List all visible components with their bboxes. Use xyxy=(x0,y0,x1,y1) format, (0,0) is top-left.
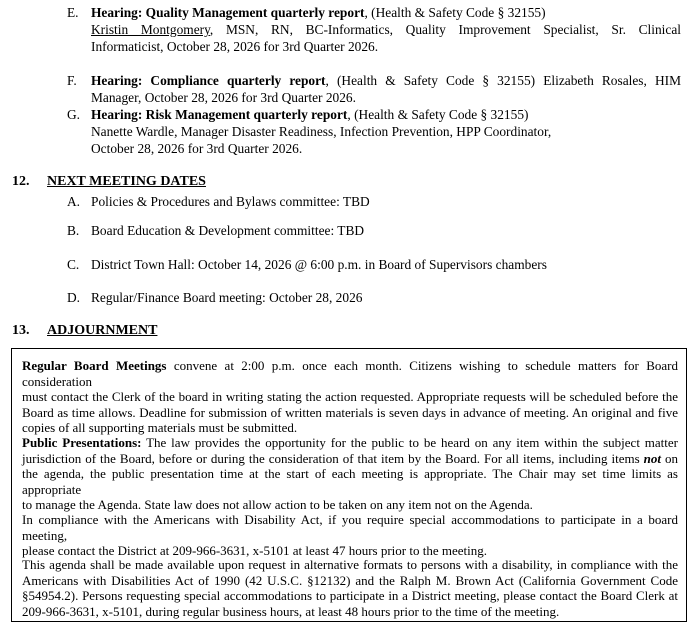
hearing-e-code: , (Health & Safety Code § 32155) xyxy=(364,5,546,20)
meeting-item-c: District Town Hall: October 14, 2026 @ 6:00 p.m. in Board of Supervisors chambers xyxy=(91,257,547,272)
ada-paragraph: In compliance with the Americans with Disability Act, if you require special accommodations to participate in a board meeting, please contact the District at 209-966-3631, x-5101 at least 47 hours prior to the meeting. xyxy=(22,512,678,559)
meeting-item-c-letter: C. xyxy=(67,257,80,272)
meeting-item-a: Policies & Procedures and Bylaws committee: TBD xyxy=(91,194,370,209)
regular-meetings-paragraph: Regular Board Meetings convene at 2:00 p.m. once each month. Citizens wishing to schedule matters for Board consideration must contact the Clerk of the board in writing stating the action requested. Appropriate requests will be scheduled before the Board as time allows. Deadline for submission of written materials is seven days in advance of meeting. An original and five copies of all supporting materials must be submitted. xyxy=(22,358,678,436)
hearing-e-line2 xyxy=(91,22,681,38)
section-13-title: ADJOURNMENT xyxy=(47,323,158,338)
meeting-notice-box xyxy=(11,348,687,622)
hearing-f-title: Hearing: Compliance quarterly report xyxy=(91,73,326,88)
section-13-number: 13. xyxy=(12,323,30,338)
regular-meetings-label: Regular Board Meetings xyxy=(22,358,167,373)
hearing-f-letter: F. xyxy=(67,73,77,88)
hearing-g-title: Hearing: Risk Management quarterly report xyxy=(91,107,348,122)
meeting-item-b: Board Education & Development committee: TBD xyxy=(91,223,365,238)
hearing-f-line2: Manager, October 28, 2026 for 3rd Quarter 2026. xyxy=(91,90,356,105)
section-12-title: NEXT MEETING DATES xyxy=(47,174,206,189)
hearing-f-line1 xyxy=(91,73,681,89)
hearing-g-line1 xyxy=(91,107,528,123)
public-presentations-paragraph: Public Presentations: The law provides the opportunity for the public to be heard on any item within the subject matter jurisdiction of the Board, before or during the consideration of that item by the Board. For all items, including items not on the agenda, the public presentation time at the start of each meeting is appropriate. The Chair may set time limits as appropriate to manage the Agenda. State law does not allow action to be taken on any item not on the Agenda. xyxy=(22,435,679,513)
hearing-e-letter: E. xyxy=(67,5,79,20)
hearing-g-line2: Nanette Wardle, Manager Disaster Readiness, Infection Prevention, HPP Coordinator, xyxy=(91,124,552,139)
alternative-formats-paragraph: This agenda shall be made available upon request in alternative formats to persons with a disability, in compliance with the Americans with Disabilities Act of 1990 (42 U.S.C. §12132) and the Ralph M. Brown Act (California Government Code §54954.2). Persons requesting special accommodations to participate in a District meeting, please contact the Board Clerk at 209-966-3631, x-5101, during regular business hours, at least 48 hours prior to the time of the meeting. xyxy=(22,557,678,619)
public-presentations-label: Public Presentations: xyxy=(22,435,142,450)
meeting-item-b-letter: B. xyxy=(67,223,80,238)
hearing-g-line3: October 28, 2026 for 3rd Quarter 2026. xyxy=(91,141,303,156)
meeting-item-a-letter: A. xyxy=(67,194,81,209)
hearing-e-line1 xyxy=(91,5,681,21)
hearing-e-line3: Informaticist, October 28, 2026 for 3rd Quarter 2026. xyxy=(91,39,379,54)
hearing-g-letter: G. xyxy=(67,107,81,122)
hearing-f-code: , (Health & Safety Code § 32155) Elizabeth Rosales, HIM xyxy=(325,73,681,88)
hearing-e-presenter-rest: , MSN, RN, BC-Informatics, Quality Improvement Specialist, Sr. Clinical xyxy=(209,22,681,37)
not-emphasis: not xyxy=(643,450,662,466)
hearing-e-title: Hearing: Quality Management quarterly report xyxy=(91,5,365,20)
meeting-item-d: Regular/Finance Board meeting: October 28, 2026 xyxy=(91,290,363,305)
meeting-item-d-letter: D. xyxy=(67,290,81,305)
section-12-number: 12. xyxy=(12,174,30,189)
hearing-e-presenter: Kristin Montgomery xyxy=(91,22,210,37)
hearing-g-code: , (Health & Safety Code § 32155) xyxy=(347,107,529,122)
